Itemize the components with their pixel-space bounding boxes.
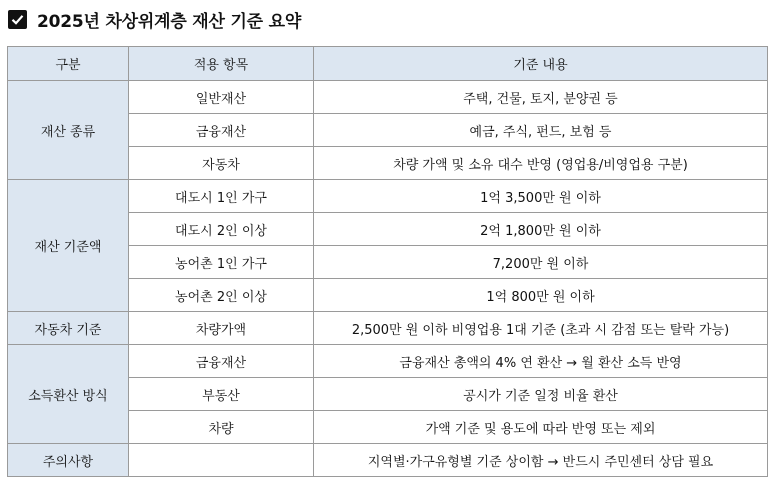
header-content: 기준 내용 <box>314 47 768 81</box>
criteria-table <box>7 46 768 477</box>
page-title: 2025년 차상위계층 재산 기준 요약 <box>37 11 302 32</box>
title-row <box>8 7 301 31</box>
table-row <box>8 444 768 477</box>
item-cell: 농어촌 2인 이상 <box>129 279 314 312</box>
table-header-row <box>8 47 768 81</box>
category-cell: 주의사항 <box>8 444 129 477</box>
content-cell: 주택, 건물, 토지, 분양권 등 <box>314 81 768 114</box>
header-category: 구분 <box>8 47 129 81</box>
content-cell: 2억 1,800만 원 이하 <box>314 213 768 246</box>
category-cell: 자동차 기준 <box>8 312 129 345</box>
content-cell: 1억 3,500만 원 이하 <box>314 180 768 213</box>
item-cell: 차량가액 <box>129 312 314 345</box>
item-cell: 대도시 2인 이상 <box>129 213 314 246</box>
table-row <box>8 345 768 378</box>
content-cell: 예금, 주식, 펀드, 보험 등 <box>314 114 768 147</box>
table-row <box>8 81 768 114</box>
category-cell: 재산 기준액 <box>8 180 129 312</box>
content-cell: 지역별·가구유형별 기준 상이함 → 반드시 주민센터 상담 필요 <box>314 444 768 477</box>
item-cell: 금융재산 <box>129 345 314 378</box>
content-cell: 2,500만 원 이하 비영업용 1대 기준 (초과 시 감점 또는 탈락 가능) <box>314 312 768 345</box>
item-cell: 부동산 <box>129 378 314 411</box>
item-cell <box>129 444 314 477</box>
item-cell: 금융재산 <box>129 114 314 147</box>
table-row <box>8 312 768 345</box>
content-cell: 차량 가액 및 소유 대수 반영 (영업용/비영업용 구분) <box>314 147 768 180</box>
table-row <box>8 180 768 213</box>
item-cell: 일반재산 <box>129 81 314 114</box>
content-cell: 1억 800만 원 이하 <box>314 279 768 312</box>
category-cell: 재산 종류 <box>8 81 129 180</box>
content-cell: 가액 기준 및 용도에 따라 반영 또는 제외 <box>314 411 768 444</box>
content-cell: 금융재산 총액의 4% 연 환산 → 월 환산 소득 반영 <box>314 345 768 378</box>
header-item: 적용 항목 <box>129 47 314 81</box>
content-cell: 공시가 기준 일정 비율 환산 <box>314 378 768 411</box>
item-cell: 자동차 <box>129 147 314 180</box>
content-cell: 7,200만 원 이하 <box>314 246 768 279</box>
category-cell: 소득환산 방식 <box>8 345 129 444</box>
checkbox-icon <box>8 10 27 29</box>
item-cell: 차량 <box>129 411 314 444</box>
item-cell: 대도시 1인 가구 <box>129 180 314 213</box>
item-cell: 농어촌 1인 가구 <box>129 246 314 279</box>
